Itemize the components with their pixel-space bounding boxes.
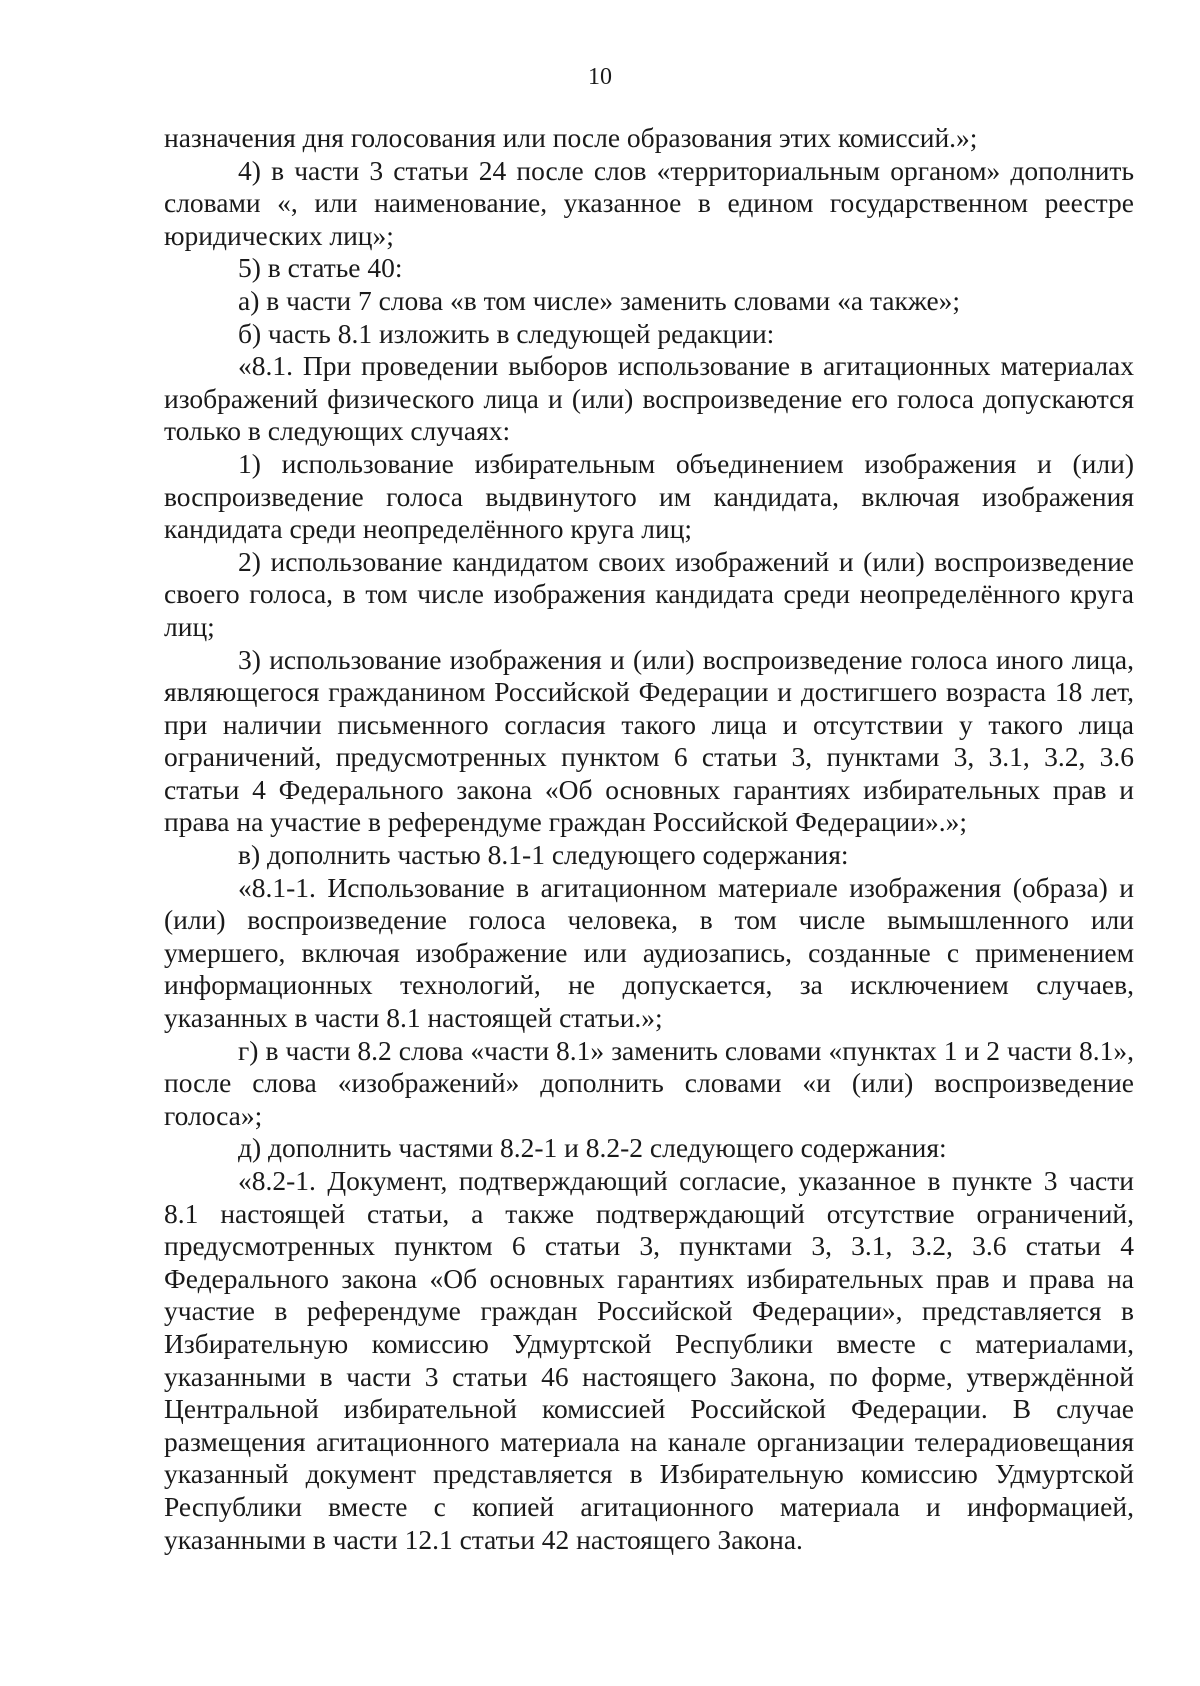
paragraph: «8.2-1. Документ, подтверждающий согласие, указанное в пункте 3 части 8.1 настоящей статьи, а также подтверждающий отсутствие ограничений, предусмотренных пунктом 6 статьи 3, пунктами 3, 3.1, 3.2, 3.6 статьи 4 Федерального закона «Об основных гарантиях избирательных прав и права на участие в референдуме граждан Российской Федерации», представляется в Избирательную комиссию Удмуртской Республики вместе с материалами, указанными в части 3 статьи 46 настоящего Закона, по форме, утверждённой Центральной избирательной комиссией Российской Федерации. В случае размещения агитационного материала на канале организации телерадиовещания указанный документ представляется в Избирательную комиссию Удмуртской Республики вместе с копией агитационного материала и информацией, указанными в части 12.1 статьи 42 настоящего Закона. — [164, 1165, 1134, 1555]
paragraph: 4) в части 3 статьи 24 после слов «территориальным органом» дополнить словами «, или наименование, указанное в едином государственном реестре юридических лиц»; — [164, 154, 1134, 251]
paragraph: 3) использование изображения и (или) воспроизведение голоса иного лица, являющегося гражданином Российской Федерации и достигшего возраста 18 лет, при наличии письменного согласия такого лица и отсутствии у такого лица ограничений, предусмотренных пунктом 6 статьи 3, пунктами 3, 3.1, 3.2, 3.6 статьи 4 Федерального закона «Об основных гарантиях избирательных прав и права на участие в референдуме граждан Российской Федерации».»; — [164, 643, 1134, 838]
paragraph: б) часть 8.1 изложить в следующей редакции: — [238, 317, 775, 349]
paragraph: а) в части 7 слова «в том числе» заменить словами «а также»; — [238, 284, 961, 316]
paragraph: назначения дня голосования или после образования этих комиссий.»; — [164, 122, 978, 153]
paragraph: «8.1-1. Использование в агитационном материале изображения (образа) и (или) воспроизведение голоса человека, в том числе вымышленного или умершего, включая изображение или аудиозапись, созданные с применением информационных технологий, не допускается, за исключением случаев, указанных в части 8.1 настоящей статьи.»; — [164, 871, 1134, 1034]
paragraph: 2) использование кандидатом своих изображений и (или) воспроизведение своего голоса, в том числе изображения кандидата среди неопределённого круга лиц; — [164, 545, 1134, 642]
paragraph: д) дополнить частями 8.2-1 и 8.2-2 следующего содержания: — [238, 1132, 947, 1164]
paragraph: «8.1. При проведении выборов использование в агитационных материалах изображений физического лица и (или) воспроизведение его голоса допускаются только в следующих случаях: — [164, 350, 1134, 447]
paragraph: 5) в статье 40: — [238, 252, 403, 284]
page-number: 10 — [588, 64, 612, 90]
paragraph: в) дополнить частью 8.1-1 следующего содержания: — [238, 839, 849, 871]
document-body — [164, 122, 1134, 1556]
paragraph: 1) использование избирательным объединением изображения и (или) воспроизведение голоса выдвинутого им кандидата, включая изображения кандидата среди неопределённого круга лиц; — [164, 447, 1134, 545]
paragraph: г) в части 8.2 слова «части 8.1» заменить словами «пунктах 1 и 2 части 8.1», после слова «изображений» дополнить словами «и (или) воспроизведение голоса»; — [164, 1034, 1134, 1131]
